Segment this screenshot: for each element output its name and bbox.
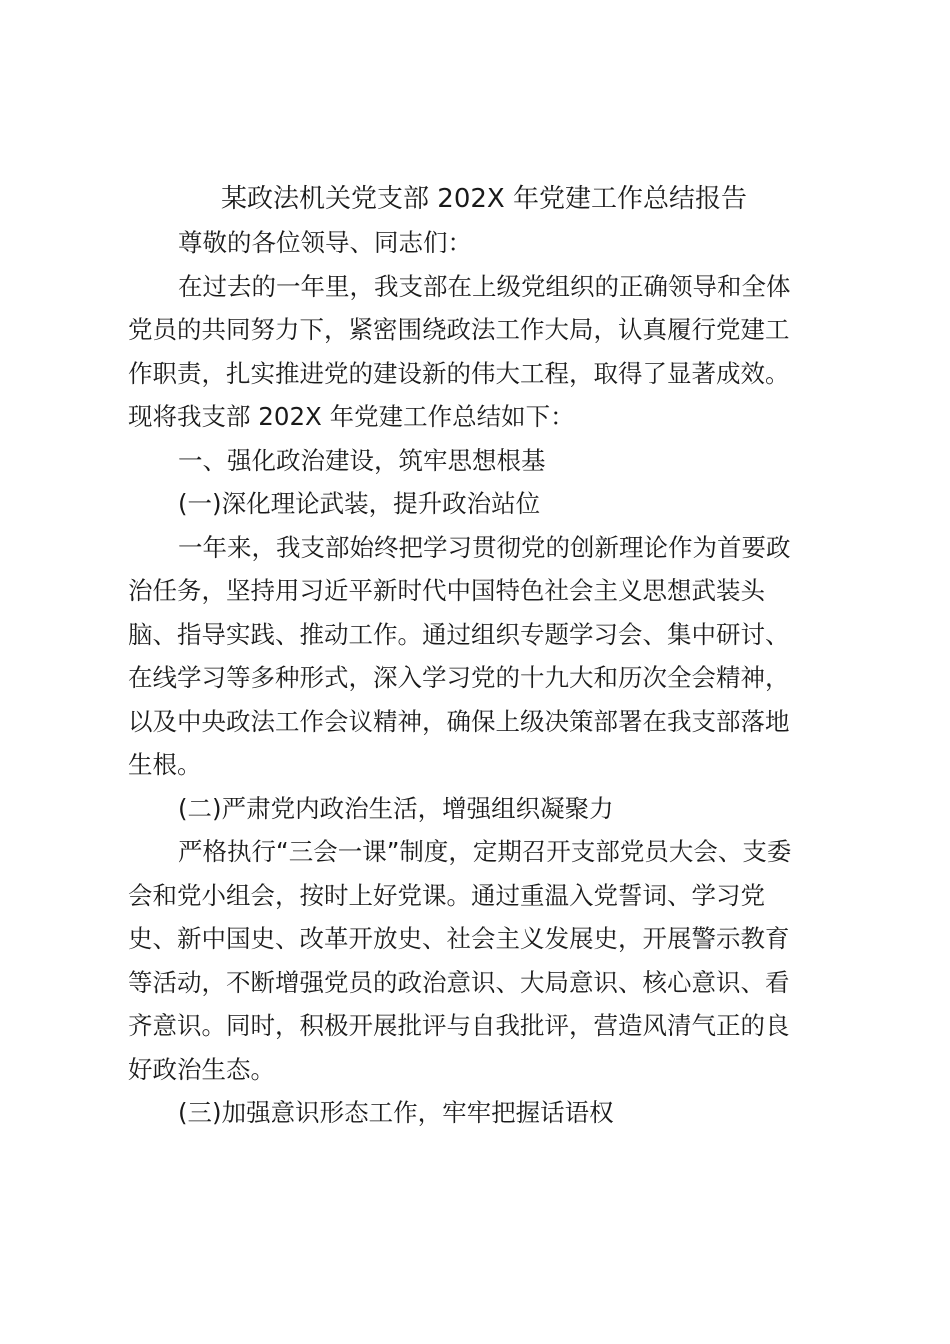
intro-paragraph [128, 265, 820, 439]
sub2-line-6: 好政治生态。 [128, 1054, 275, 1084]
intro-line-3: 作职责，扎实推进党的建设新的伟大工程，取得了显著成效。 [128, 358, 790, 388]
sub2-line-4: 等活动，不断增强党员的政治意识、大局意识、核心意识、看 [128, 967, 790, 997]
salutation: 尊敬的各位领导、同志们： [178, 228, 472, 257]
subsection-3-heading: (三)加强意识形态工作，牢牢把握话语权 [178, 1098, 614, 1127]
intro-line-2: 党员的共同努力下，紧密围绕政法工作大局，认真履行党建工 [128, 315, 790, 344]
intro-line-1: 在过去的一年里，我支部在上级党组织的正确领导和全体 [178, 271, 791, 301]
intro-line-4: 现将我支部 202X 年党建工作总结如下： [128, 402, 575, 431]
sub2-line-5: 齐意识。同时，积极开展批评与自我批评，营造风清气正的良 [128, 1011, 790, 1040]
document-title: 某政法机关党支部 202X 年党建工作总结报告 [221, 184, 747, 214]
section-1-heading: 一、强化政治建设，筑牢思想根基 [178, 445, 546, 475]
sub1-line-6: 生根。 [128, 750, 202, 779]
sub1-line-5: 以及中央政法工作会议精神，确保上级决策部署在我支部落地 [128, 706, 790, 736]
document-page [128, 178, 820, 1135]
sub1-line-1: 一年来，我支部始终把学习贯彻党的创新理论作为首要政 [178, 532, 791, 562]
sub1-line-3: 脑、指导实践、推动工作。通过组织专题学习会、集中研讨、 [128, 619, 790, 649]
subsection-2-heading: (二)严肃党内政治生活，增强组织凝聚力 [178, 793, 614, 823]
subsection-1-paragraph [128, 526, 820, 787]
subsection-1-heading: (一)深化理论武装，提升政治站位 [178, 489, 541, 518]
subsection-2-paragraph [128, 830, 820, 1091]
sub1-line-2: 治任务，坚持用习近平新时代中国特色社会主义思想武装头 [128, 576, 765, 605]
sub1-line-4: 在线学习等多种形式，深入学习党的十九大和历次全会精神， [128, 663, 790, 692]
sub2-line-3: 史、新中国史、改革开放史、社会主义发展史，开展警示教育 [128, 924, 790, 953]
sub2-line-2: 会和党小组会，按时上好党课。通过重温入党誓词、学习党 [128, 880, 765, 910]
sub2-line-1: 严格执行“三会一课”制度，定期召开支部党员大会、支委 [178, 837, 792, 866]
